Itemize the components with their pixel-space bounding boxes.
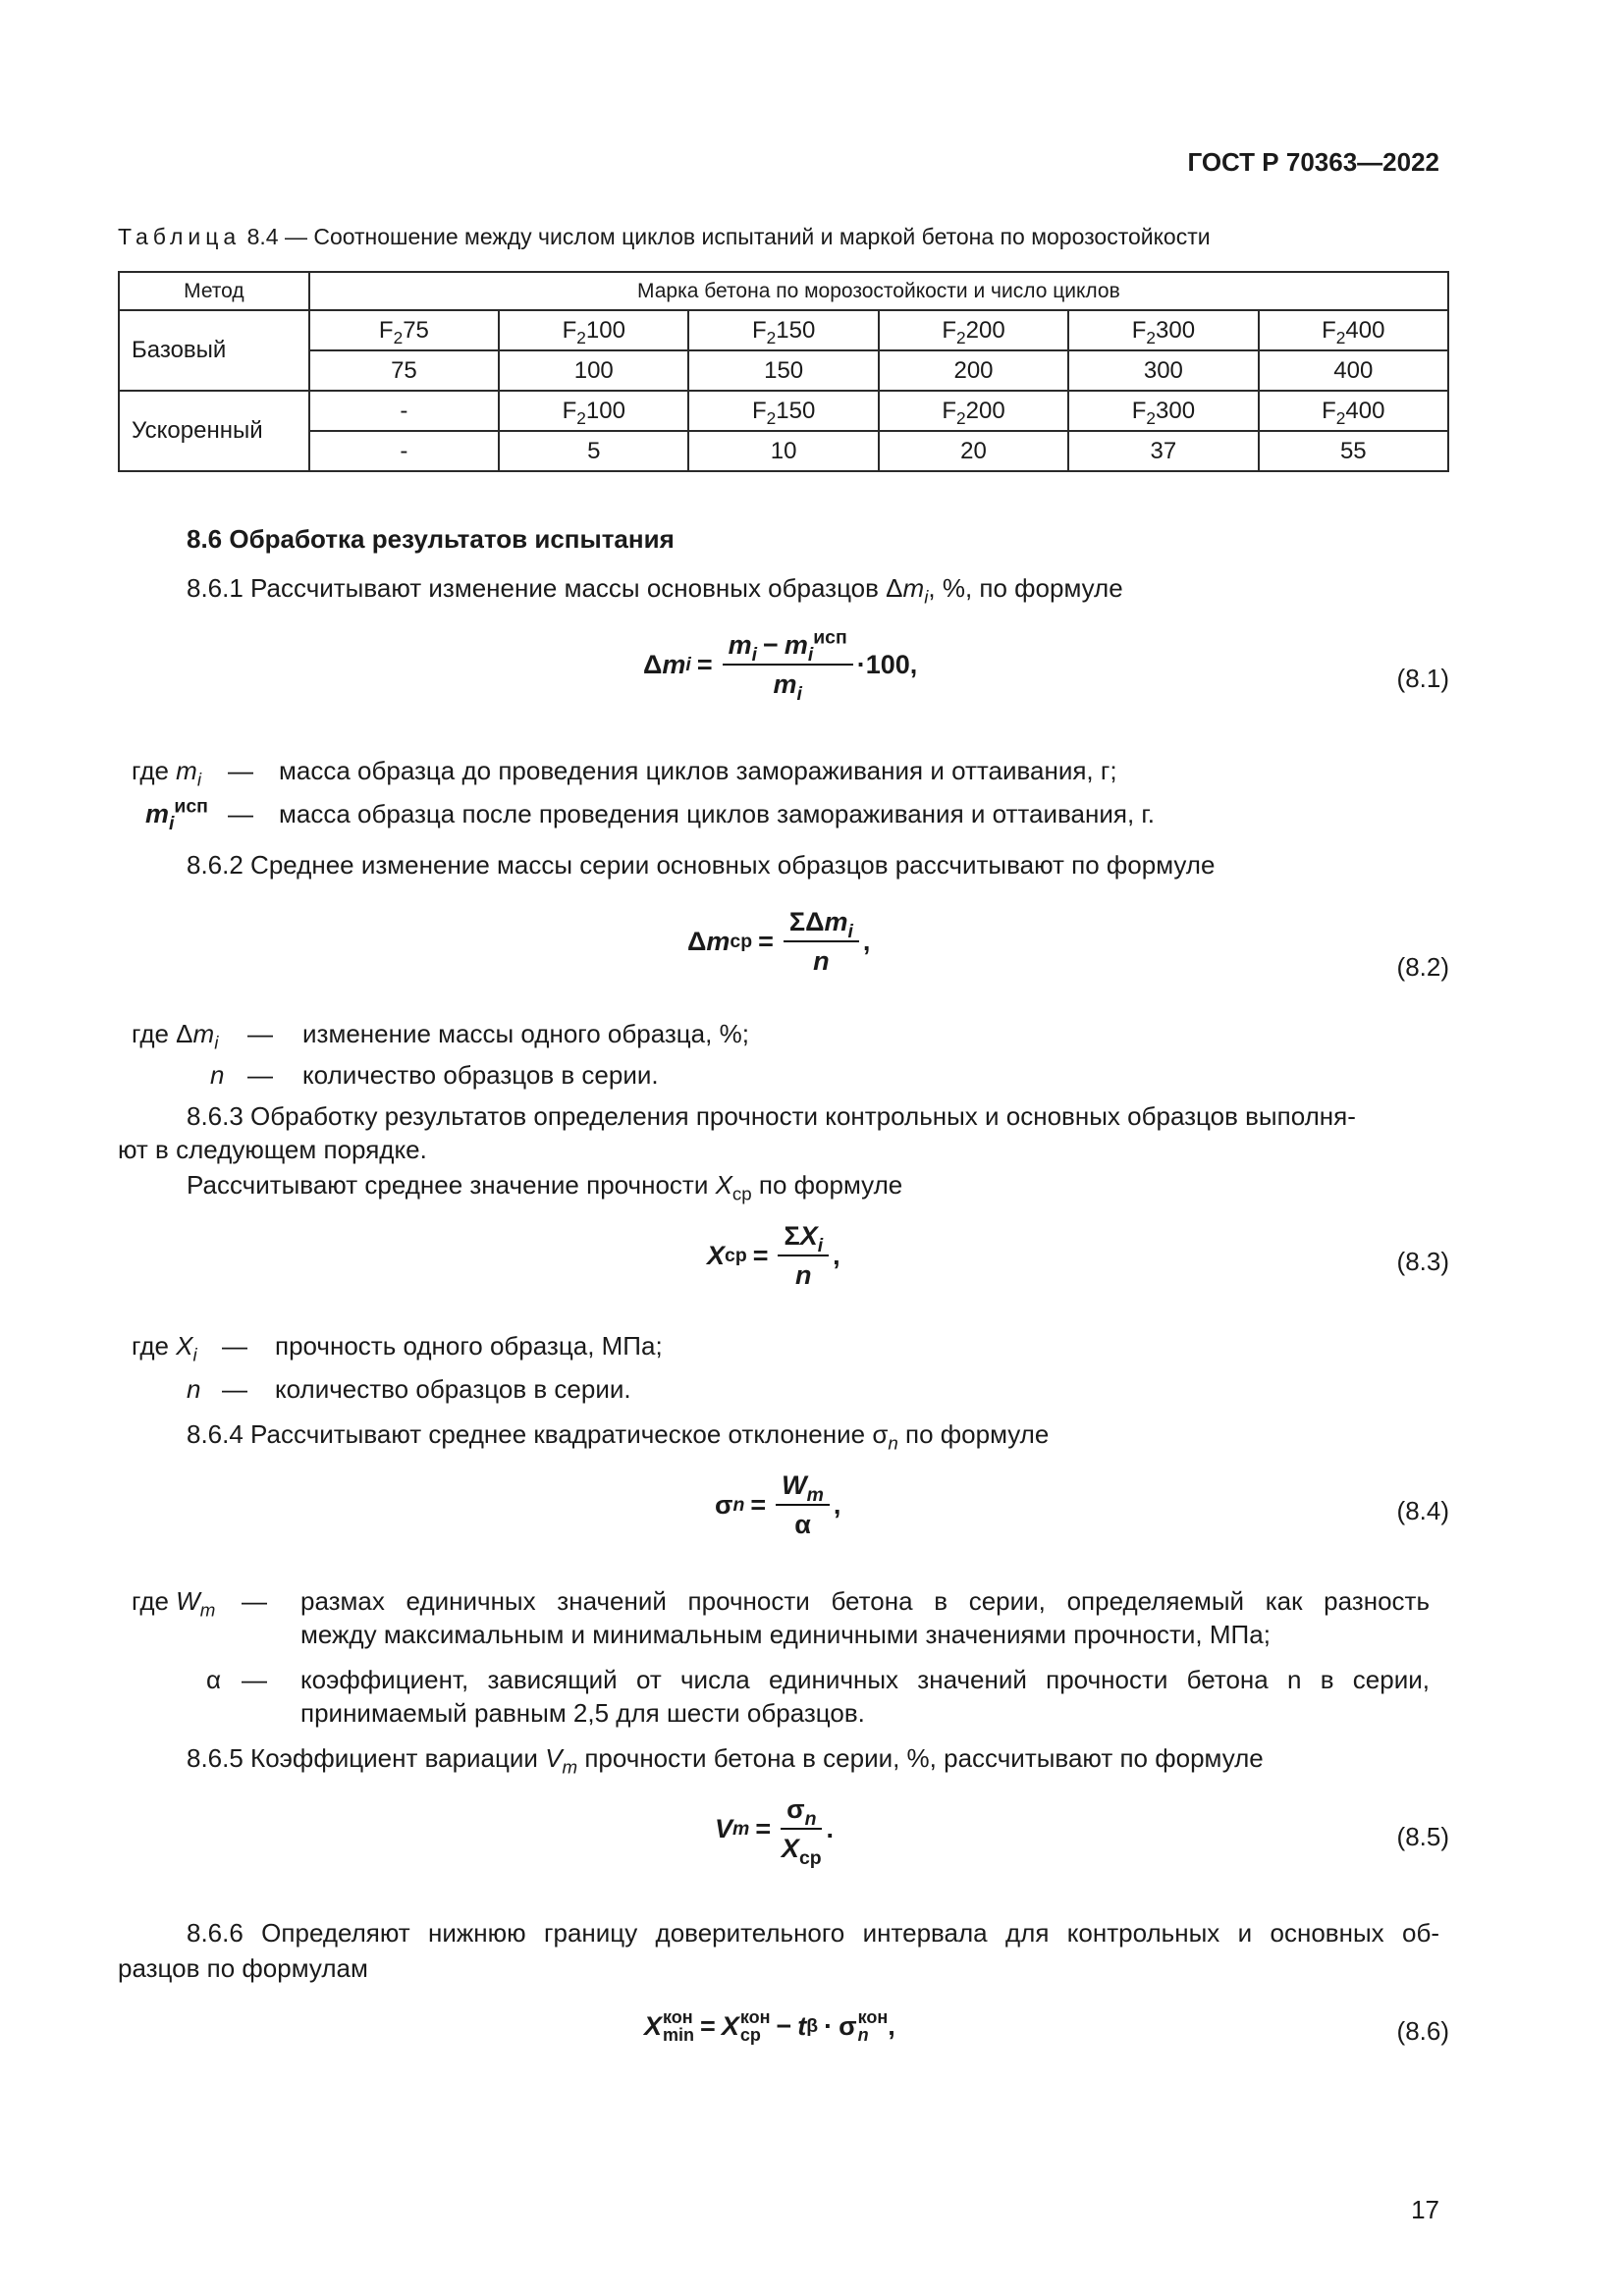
table-row	[119, 431, 1448, 471]
fraction: $\frac{\sigma_n}{X_{ср}}$	[781, 1794, 822, 1869]
formula-8-2: Δ m ср = $\frac{\Sigma\Delta m_i}{n}$ ,	[687, 907, 871, 976]
document-standard-number: ГОСТ Р 70363—2022	[1187, 147, 1439, 177]
grade-cell: $F_2200$	[879, 310, 1068, 350]
equation-number: (8.4)	[1396, 1496, 1449, 1525]
where-symbol: n	[210, 1060, 225, 1090]
header-method: Метод	[119, 272, 309, 310]
paragraph-mean-strength: Рассчитывают среднее значение прочности $X_{ср}$ по формуле	[187, 1170, 903, 1204]
cycles-cell: 20	[879, 431, 1068, 471]
section-heading: 8.6 Обработка результатов испытания	[187, 524, 675, 554]
formula-8-5: V m = $\frac{\sigma_n}{X_{ср}}$ .	[715, 1794, 834, 1869]
cycles-cell: 10	[688, 431, 878, 471]
cycles-cell: 75	[309, 350, 499, 391]
cycles-cell: 37	[1068, 431, 1258, 471]
where-symbol: α	[206, 1665, 222, 1694]
header-grade: Марка бетона по морозостойкости и число циклов	[309, 272, 1448, 310]
cycles-cell: 5	[499, 431, 688, 471]
cycles-cell: 55	[1259, 431, 1448, 471]
fraction: $\frac{W_m}{\alpha}$	[776, 1468, 830, 1541]
paragraph-8-6-4: 8.6.4 Рассчитывают среднее квадратическое отклонение $\sigma_n$ по формуле	[187, 1419, 1050, 1454]
grade-cell: $F_2400$	[1259, 391, 1448, 431]
table-row	[119, 350, 1448, 391]
where-label: где $X_i$	[132, 1331, 197, 1365]
paragraph-8-6-3-continuation: ют в следующем порядке.	[118, 1135, 427, 1164]
definition-text: количество образцов в серии.	[275, 1374, 631, 1404]
cycles-cell: 100	[499, 350, 688, 391]
definition-text: прочность одного образца, МПа;	[275, 1331, 663, 1361]
fraction: $\frac{\Sigma X_i}{n}$	[778, 1219, 829, 1292]
table-row	[119, 310, 1448, 350]
definition-text: принимаемый равным 2,5 для шести образцов.	[300, 1698, 865, 1728]
definition-text: размах единичных значений прочности бетона в серии, определяемый как разность	[300, 1586, 1430, 1616]
table-caption-prefix: Таблица	[118, 224, 242, 249]
frost-resistance-table	[118, 271, 1449, 472]
grade-cell: $F_2300$	[1068, 310, 1258, 350]
fraction: $\frac{m_i - m_i^{исп}}{m_i}$	[723, 628, 853, 701]
dash: —	[247, 1019, 273, 1048]
dash: —	[228, 799, 253, 828]
dash: —	[222, 1374, 247, 1404]
definition-text: изменение массы одного образца, %;	[302, 1019, 749, 1048]
grade-cell: $F_2150$	[688, 310, 878, 350]
cycles-cell: -	[309, 431, 499, 471]
equation-number: (8.3)	[1396, 1247, 1449, 1276]
grade-cell: $F_2100$	[499, 310, 688, 350]
table-caption	[118, 224, 1211, 250]
grade-cell: $F_2200$	[879, 391, 1068, 431]
formula-8-6: X кон min = X кон ср − t β · σ кон n ,	[644, 2007, 895, 2045]
formula-8-4: σ n = $\frac{W_m}{\alpha}$ ,	[715, 1470, 841, 1539]
table-header-row	[119, 272, 1448, 310]
equation-number: (8.1)	[1396, 664, 1449, 693]
paragraph-8-6-3: 8.6.3 Обработку результатов определения прочности контрольных и основных образцов выполня-	[187, 1101, 1356, 1131]
cycles-cell: 400	[1259, 350, 1448, 391]
grade-cell: $F_275$	[309, 310, 499, 350]
grade-cell: $F_2300$	[1068, 391, 1258, 431]
paragraph-8-6-2: 8.6.2 Среднее изменение массы серии основных образцов рассчитывают по формуле	[187, 850, 1216, 880]
definition-text: масса образца после проведения циклов замораживания и оттаивания, г.	[279, 799, 1155, 828]
dash: —	[247, 1060, 273, 1090]
grade-cell: $F_2400$	[1259, 310, 1448, 350]
definition-text: масса образца до проведения циклов замораживания и оттаивания, г;	[279, 756, 1117, 785]
formula-8-3: X ср = $\frac{\Sigma X_i}{n}$ ,	[707, 1221, 840, 1290]
method-cell: Ускоренный	[119, 391, 309, 471]
cycles-cell: 300	[1068, 350, 1258, 391]
grade-cell: -	[309, 391, 499, 431]
paragraph-8-6-1: 8.6.1 Рассчитывают изменение массы основных образцов $\Delta m_i$, %, по формуле	[187, 573, 1123, 608]
where-symbol: n	[187, 1374, 201, 1404]
paragraph-8-6-6: 8.6.6 Определяют нижнюю границу доверительного интервала для контрольных и основных об-	[187, 1918, 1439, 1948]
fraction: $\frac{\Sigma\Delta m_i}{n}$	[784, 905, 859, 978]
where-label: где $\Delta m_i$	[132, 1019, 219, 1053]
page-number: 17	[1411, 2195, 1439, 2224]
cycles-cell: 150	[688, 350, 878, 391]
dash: —	[242, 1665, 267, 1694]
equation-number: (8.6)	[1396, 2016, 1449, 2046]
grade-cell: $F_2150$	[688, 391, 878, 431]
method-cell: Базовый	[119, 310, 309, 391]
definition-text: количество образцов в серии.	[302, 1060, 659, 1090]
where-label: где $m_i$	[132, 756, 201, 790]
equation-number: (8.5)	[1396, 1822, 1449, 1851]
dash: —	[222, 1331, 247, 1361]
dash: —	[228, 756, 253, 785]
equation-number: (8.2)	[1396, 952, 1449, 982]
table-caption-text: 8.4 — Соотношение между числом циклов испытаний и маркой бетона по морозостойкости	[241, 224, 1211, 249]
cycles-cell: 200	[879, 350, 1068, 391]
where-symbol: $m_i^{исп}$	[145, 795, 208, 834]
table-row	[119, 391, 1448, 431]
paragraph-8-6-5: 8.6.5 Коэффициент вариации $V_m$ прочности бетона в серии, %, рассчитывают по формуле	[187, 1743, 1264, 1778]
dash: —	[242, 1586, 267, 1616]
formula-8-1: Δ m i = $\frac{m_i - m_i^{исп}}{m_i}$ ·100,	[643, 626, 918, 705]
where-label: где $W_m$	[132, 1586, 216, 1621]
paragraph-8-6-6-continuation: разцов по формулам	[118, 1953, 368, 1983]
definition-text: коэффициент, зависящий от числа единичных значений прочности бетона n в серии,	[300, 1665, 1430, 1694]
definition-text: между максимальным и минимальным единичными значениями прочности, МПа;	[300, 1620, 1271, 1649]
grade-cell: $F_2100$	[499, 391, 688, 431]
